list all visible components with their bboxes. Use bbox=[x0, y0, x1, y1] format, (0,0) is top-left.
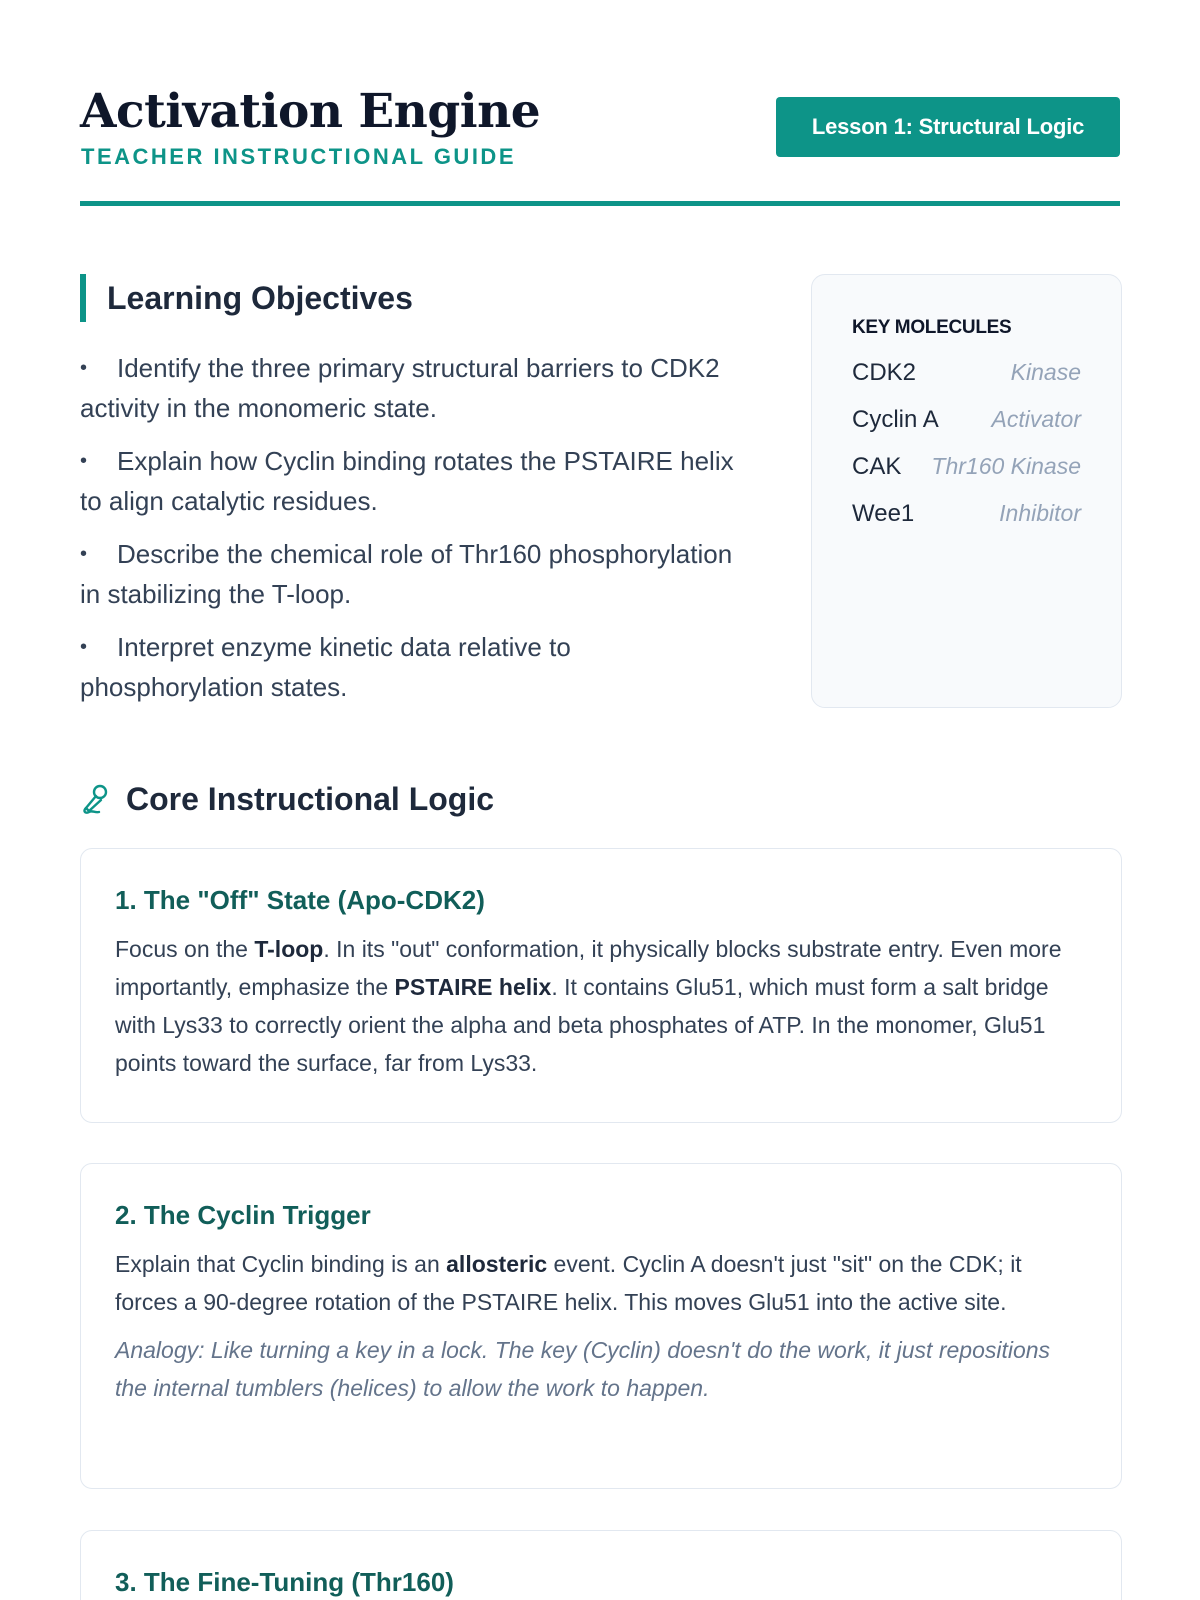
objective-item bbox=[80, 627, 740, 707]
molecule-name: Cyclin A bbox=[852, 405, 939, 433]
text-segment: event. Cyclin A doesn't just "sit" on the CDK; it forces a 90-degree rotation of the PSTAIRE helix. This moves Glu51 into the active site. bbox=[115, 1251, 1022, 1315]
page-subtitle: TEACHER INSTRUCTIONAL GUIDE bbox=[81, 144, 516, 169]
card-text bbox=[115, 1245, 1087, 1321]
logic-card-cyclin-trigger bbox=[80, 1163, 1122, 1489]
molecule-role: Activator bbox=[991, 406, 1081, 432]
molecule-row bbox=[852, 443, 1081, 490]
analogy-text: Analogy: Like turning a key in a lock. The key (Cyclin) doesn't do the work, it just repositions the internal tumblers (helices) to allow the work to happen. bbox=[115, 1337, 1051, 1401]
objective-text: Describe the chemical role of Thr160 phosphorylation in stabilizing the T-loop. bbox=[80, 539, 733, 609]
molecule-row bbox=[852, 490, 1081, 537]
molecule-role: Thr160 Kinase bbox=[931, 453, 1081, 479]
objective-item bbox=[80, 441, 740, 521]
learning-objectives-heading bbox=[80, 274, 740, 322]
molecule-name: CAK bbox=[852, 452, 902, 480]
lesson-badge: Lesson 1: Structural Logic bbox=[776, 97, 1120, 157]
card-title: 3. The Fine-Tuning (Thr160) bbox=[115, 1567, 454, 1597]
bold-term: T-loop bbox=[254, 936, 324, 962]
molecule-name: CDK2 bbox=[852, 358, 917, 386]
objective-item bbox=[80, 348, 740, 428]
core-logic-heading bbox=[80, 774, 494, 824]
text-segment: Explain that Cyclin binding is an bbox=[115, 1251, 447, 1277]
bold-term: PSTAIRE helix bbox=[394, 974, 552, 1000]
objectives-list bbox=[80, 348, 740, 707]
text-segment: . It contains Glu51, which must form a salt bridge with Lys33 to correctly orient the alpha and beta phosphates of ATP. In the monomer, Glu51 points toward the surface, far from Lys33. bbox=[115, 974, 1049, 1076]
page-header bbox=[80, 0, 1120, 206]
objective-text: Identify the three primary structural barriers to CDK2 activity in the monomeric state. bbox=[80, 353, 720, 423]
objective-text: Interpret enzyme kinetic data relative to phosphorylation states. bbox=[80, 632, 571, 702]
bold-term: allosteric bbox=[446, 1251, 548, 1277]
learning-objectives-section bbox=[80, 274, 740, 720]
bullet-icon: • bbox=[80, 636, 88, 658]
molecule-role: Inhibitor bbox=[999, 500, 1081, 526]
core-logic-title: Core Instructional Logic bbox=[126, 780, 495, 817]
card-title: 1. The "Off" State (Apo-CDK2) bbox=[115, 885, 485, 915]
bullet-icon: • bbox=[80, 543, 88, 565]
logic-card-off-state bbox=[80, 848, 1122, 1123]
molecule-row bbox=[852, 396, 1081, 443]
card-title: 2. The Cyclin Trigger bbox=[115, 1200, 371, 1230]
molecule-role: Kinase bbox=[1010, 359, 1081, 385]
molecule-row bbox=[852, 349, 1081, 396]
accent-bar bbox=[80, 274, 86, 322]
microphone-icon bbox=[80, 783, 110, 815]
bullet-icon: • bbox=[80, 450, 88, 472]
bullet-icon: • bbox=[80, 357, 88, 379]
logic-card-fine-tuning bbox=[80, 1530, 1122, 1600]
text-segment: Focus on the bbox=[115, 936, 255, 962]
objective-item bbox=[80, 534, 740, 614]
card-text bbox=[115, 930, 1087, 1082]
molecule-name: Wee1 bbox=[852, 499, 915, 527]
key-molecules-card bbox=[811, 274, 1122, 708]
page-title: Activation Engine bbox=[80, 84, 541, 139]
learning-objectives-title: Learning Objectives bbox=[107, 279, 413, 316]
objective-text: Explain how Cyclin binding rotates the PSTAIRE helix to align catalytic residues. bbox=[80, 446, 734, 516]
text-segment: . In its "out" conformation, it physically blocks substrate entry. Even more importantly, emphasize the bbox=[115, 936, 1062, 1000]
key-molecules-title: KEY MOLECULES bbox=[852, 317, 1012, 338]
